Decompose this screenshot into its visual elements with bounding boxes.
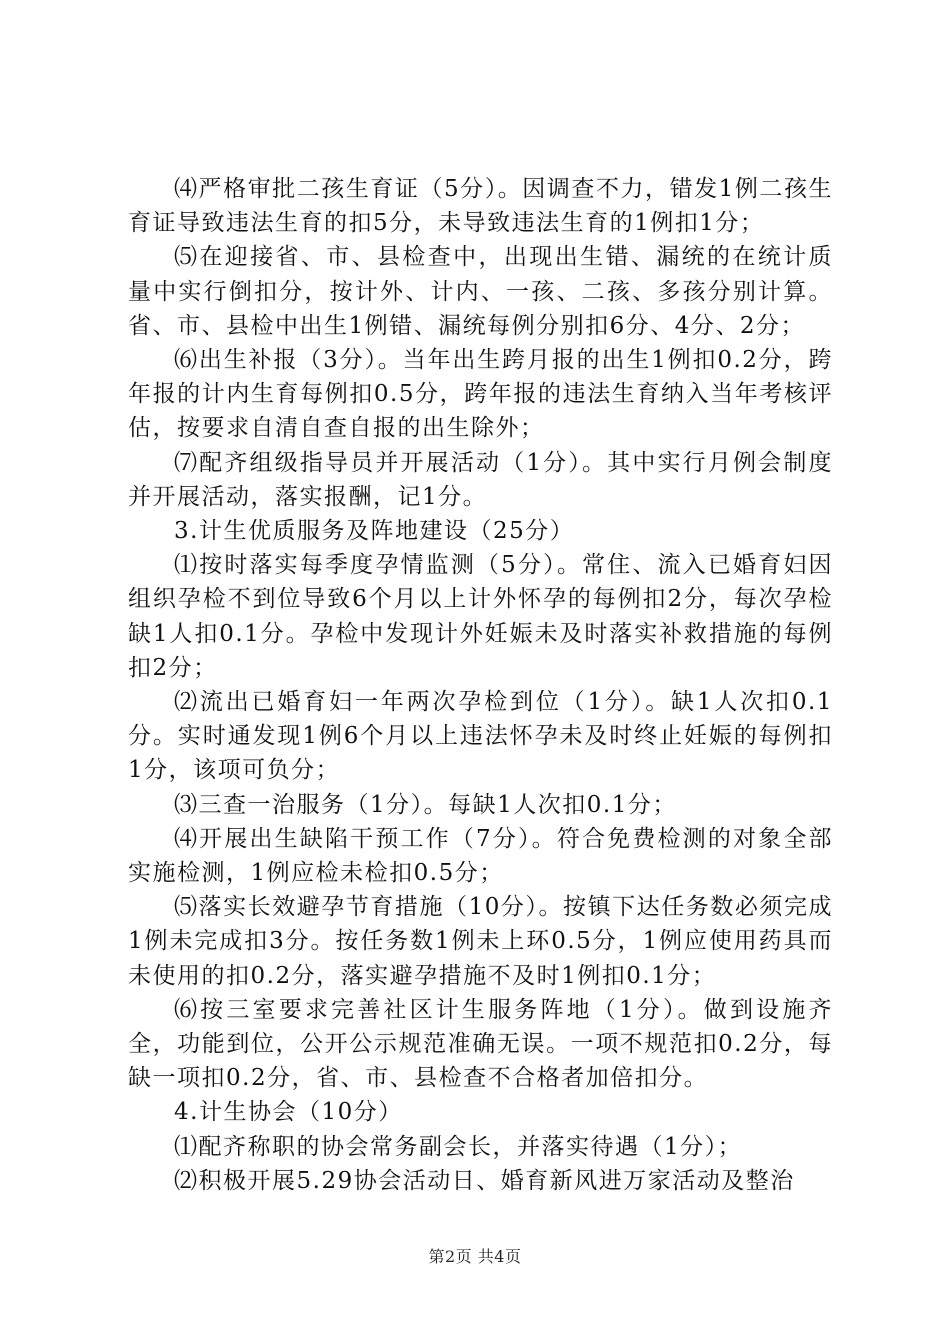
paragraph-5-contraception: ⑸落实长效避孕节育措施（10分）。按镇下达任务数必须完成1例未完成扣3分。按任务数1例未上环0.5分，1例应使用药具而未使用的扣0.2分，落实避孕措施不及时1例扣0.1分； xyxy=(128,894,833,989)
document-body xyxy=(128,172,833,1198)
paragraph-6-birth-report: ⑹出生补报（3分）。当年出生跨月报的出生1例扣0.2分，跨年报的计内生育每例扣0.5分，跨年报的违法生育纳入当年考核评估，按要求自清自查自报的出生除外； xyxy=(128,347,833,442)
paragraph-5-inspection: ⑸在迎接省、市、县检查中，出现出生错、漏统的在统计质量中实行倒扣分，按计外、计内、一孩、二孩、多孩分别计算。省、市、县检中出生1例错、漏统每例分别扣6分、4分、2分； xyxy=(128,244,833,339)
paragraph-6-service-station: ⑹按三室要求完善社区计生服务阵地（1分）。做到设施齐全，功能到位，公开公示规范准确无误。一项不规范扣0.2分，每缺一项扣0.2分，省、市、县检查不合格者加倍扣分。 xyxy=(128,996,833,1092)
paragraph-1-pregnancy-monitoring: ⑴按时落实每季度孕情监测（5分）。常住、流入已婚育妇因组织孕检不到位导致6个月以上计外怀孕的每例扣2分，每次孕检缺1人扣0.1分。孕检中发现计外妊娠未及时落实补救措施的每例扣2分； xyxy=(128,552,833,681)
paragraph-2-activities: ⑵积极开展5.29协会活动日、婚育新风进万家活动及整治 xyxy=(174,1167,795,1194)
paragraph-2-outflow-check: ⑵流出已婚育妇一年两次孕检到位（1分）。缺1人次扣0.1分。实时通发现1例6个月以上违法怀孕未及时终止妊娠的每例扣1分，该项可负分； xyxy=(128,689,833,784)
paragraph-3-three-checks: ⑶三查一治服务（1分）。每缺1人次扣0.1分； xyxy=(174,791,677,818)
section-heading-3: 3.计生优质服务及阵地建设（25分） xyxy=(174,518,575,545)
paragraph-1-vice-president: ⑴配齐称职的协会常务副会长，并落实待遇（1分）； xyxy=(174,1133,743,1160)
paragraph-4-birth-defects: ⑷开展出生缺陷干预工作（7分）。符合免费检测的对象全部实施检测，1例应检未检扣0.5分； xyxy=(128,825,833,887)
paragraph-7-instructor: ⑺配齐组级指导员并开展活动（1分）。其中实行月例会制度并开展活动，落实报酬，记1分。 xyxy=(128,449,833,510)
page-number-footer: 第2页 共4页 xyxy=(428,1247,522,1266)
paragraph-4-birth-permit: ⑷严格审批二孩生育证（5分）。因调查不力，错发1例二孩生育证导致违法生育的扣5分，未导致违法生育的1例扣1分； xyxy=(128,176,833,237)
section-heading-4: 4.计生协会（10分） xyxy=(174,1099,403,1126)
